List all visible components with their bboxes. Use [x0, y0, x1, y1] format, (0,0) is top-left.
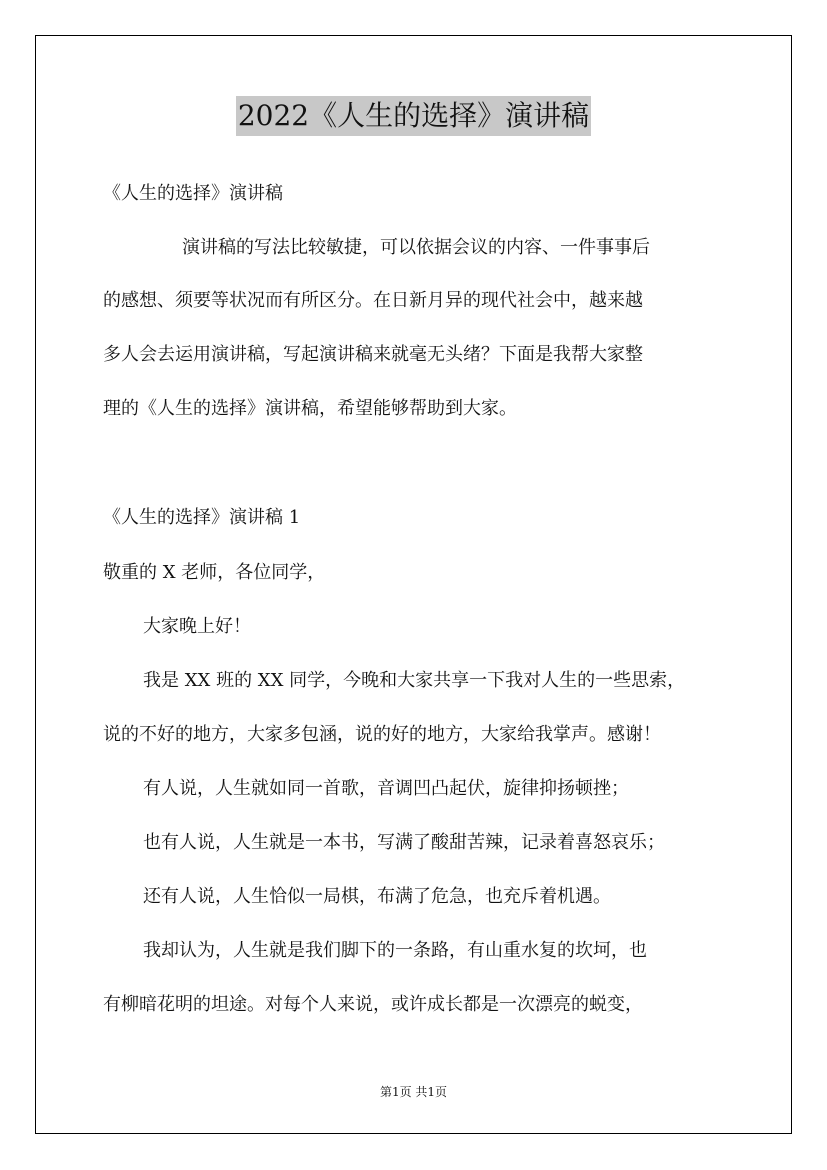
section-heading: 《人生的选择》演讲稿 1 — [103, 507, 301, 528]
paragraph-line: 我是 XX 班的 XX 同学，今晚和大家共享一下我对人生的一些思索， — [143, 670, 686, 691]
paragraph-line: 也有人说，人生就是一本书，写满了酸甜苦辣，记录着喜怒哀乐； — [143, 832, 665, 853]
paragraph-line: 我却认为，人生就是我们脚下的一条路，有山重水复的坎坷，也 — [143, 940, 647, 961]
title-container — [0, 96, 827, 136]
subtitle-line: 《人生的选择》演讲稿 — [103, 183, 283, 204]
paragraph-line: 演讲稿的写法比较敏捷，可以依据会议的内容、一件事事后 — [182, 237, 650, 258]
paragraph-line: 理的《人生的选择》演讲稿，希望能够帮助到大家。 — [103, 398, 517, 419]
paragraph-line: 大家晚上好！ — [143, 616, 251, 637]
paragraph-line: 说的不好的地方，大家多包涵，说的好的地方，大家给我掌声。感谢！ — [103, 724, 661, 745]
paragraph-line: 的感想、须要等状况而有所区分。在日新月异的现代社会中，越来越 — [103, 290, 643, 311]
greeting-line: 敬重的 X 老师，各位同学， — [103, 562, 326, 583]
paragraph-line: 还有人说，人生恰似一局棋，布满了危急，也充斥着机遇。 — [143, 886, 611, 907]
page-footer: 第1页 共1页 — [379, 1085, 448, 1099]
document-title: 2022《人生的选择》演讲稿 — [236, 96, 591, 136]
paragraph-line: 多人会去运用演讲稿，写起演讲稿来就毫无头绪？下面是我帮大家整 — [103, 344, 643, 365]
paragraph-line: 有柳暗花明的坦途。对每个人来说，或许成长都是一次漂亮的蜕变， — [103, 994, 643, 1015]
paragraph-line: 有人说，人生就如同一首歌，音调凹凸起伏，旋律抑扬顿挫； — [143, 778, 629, 799]
